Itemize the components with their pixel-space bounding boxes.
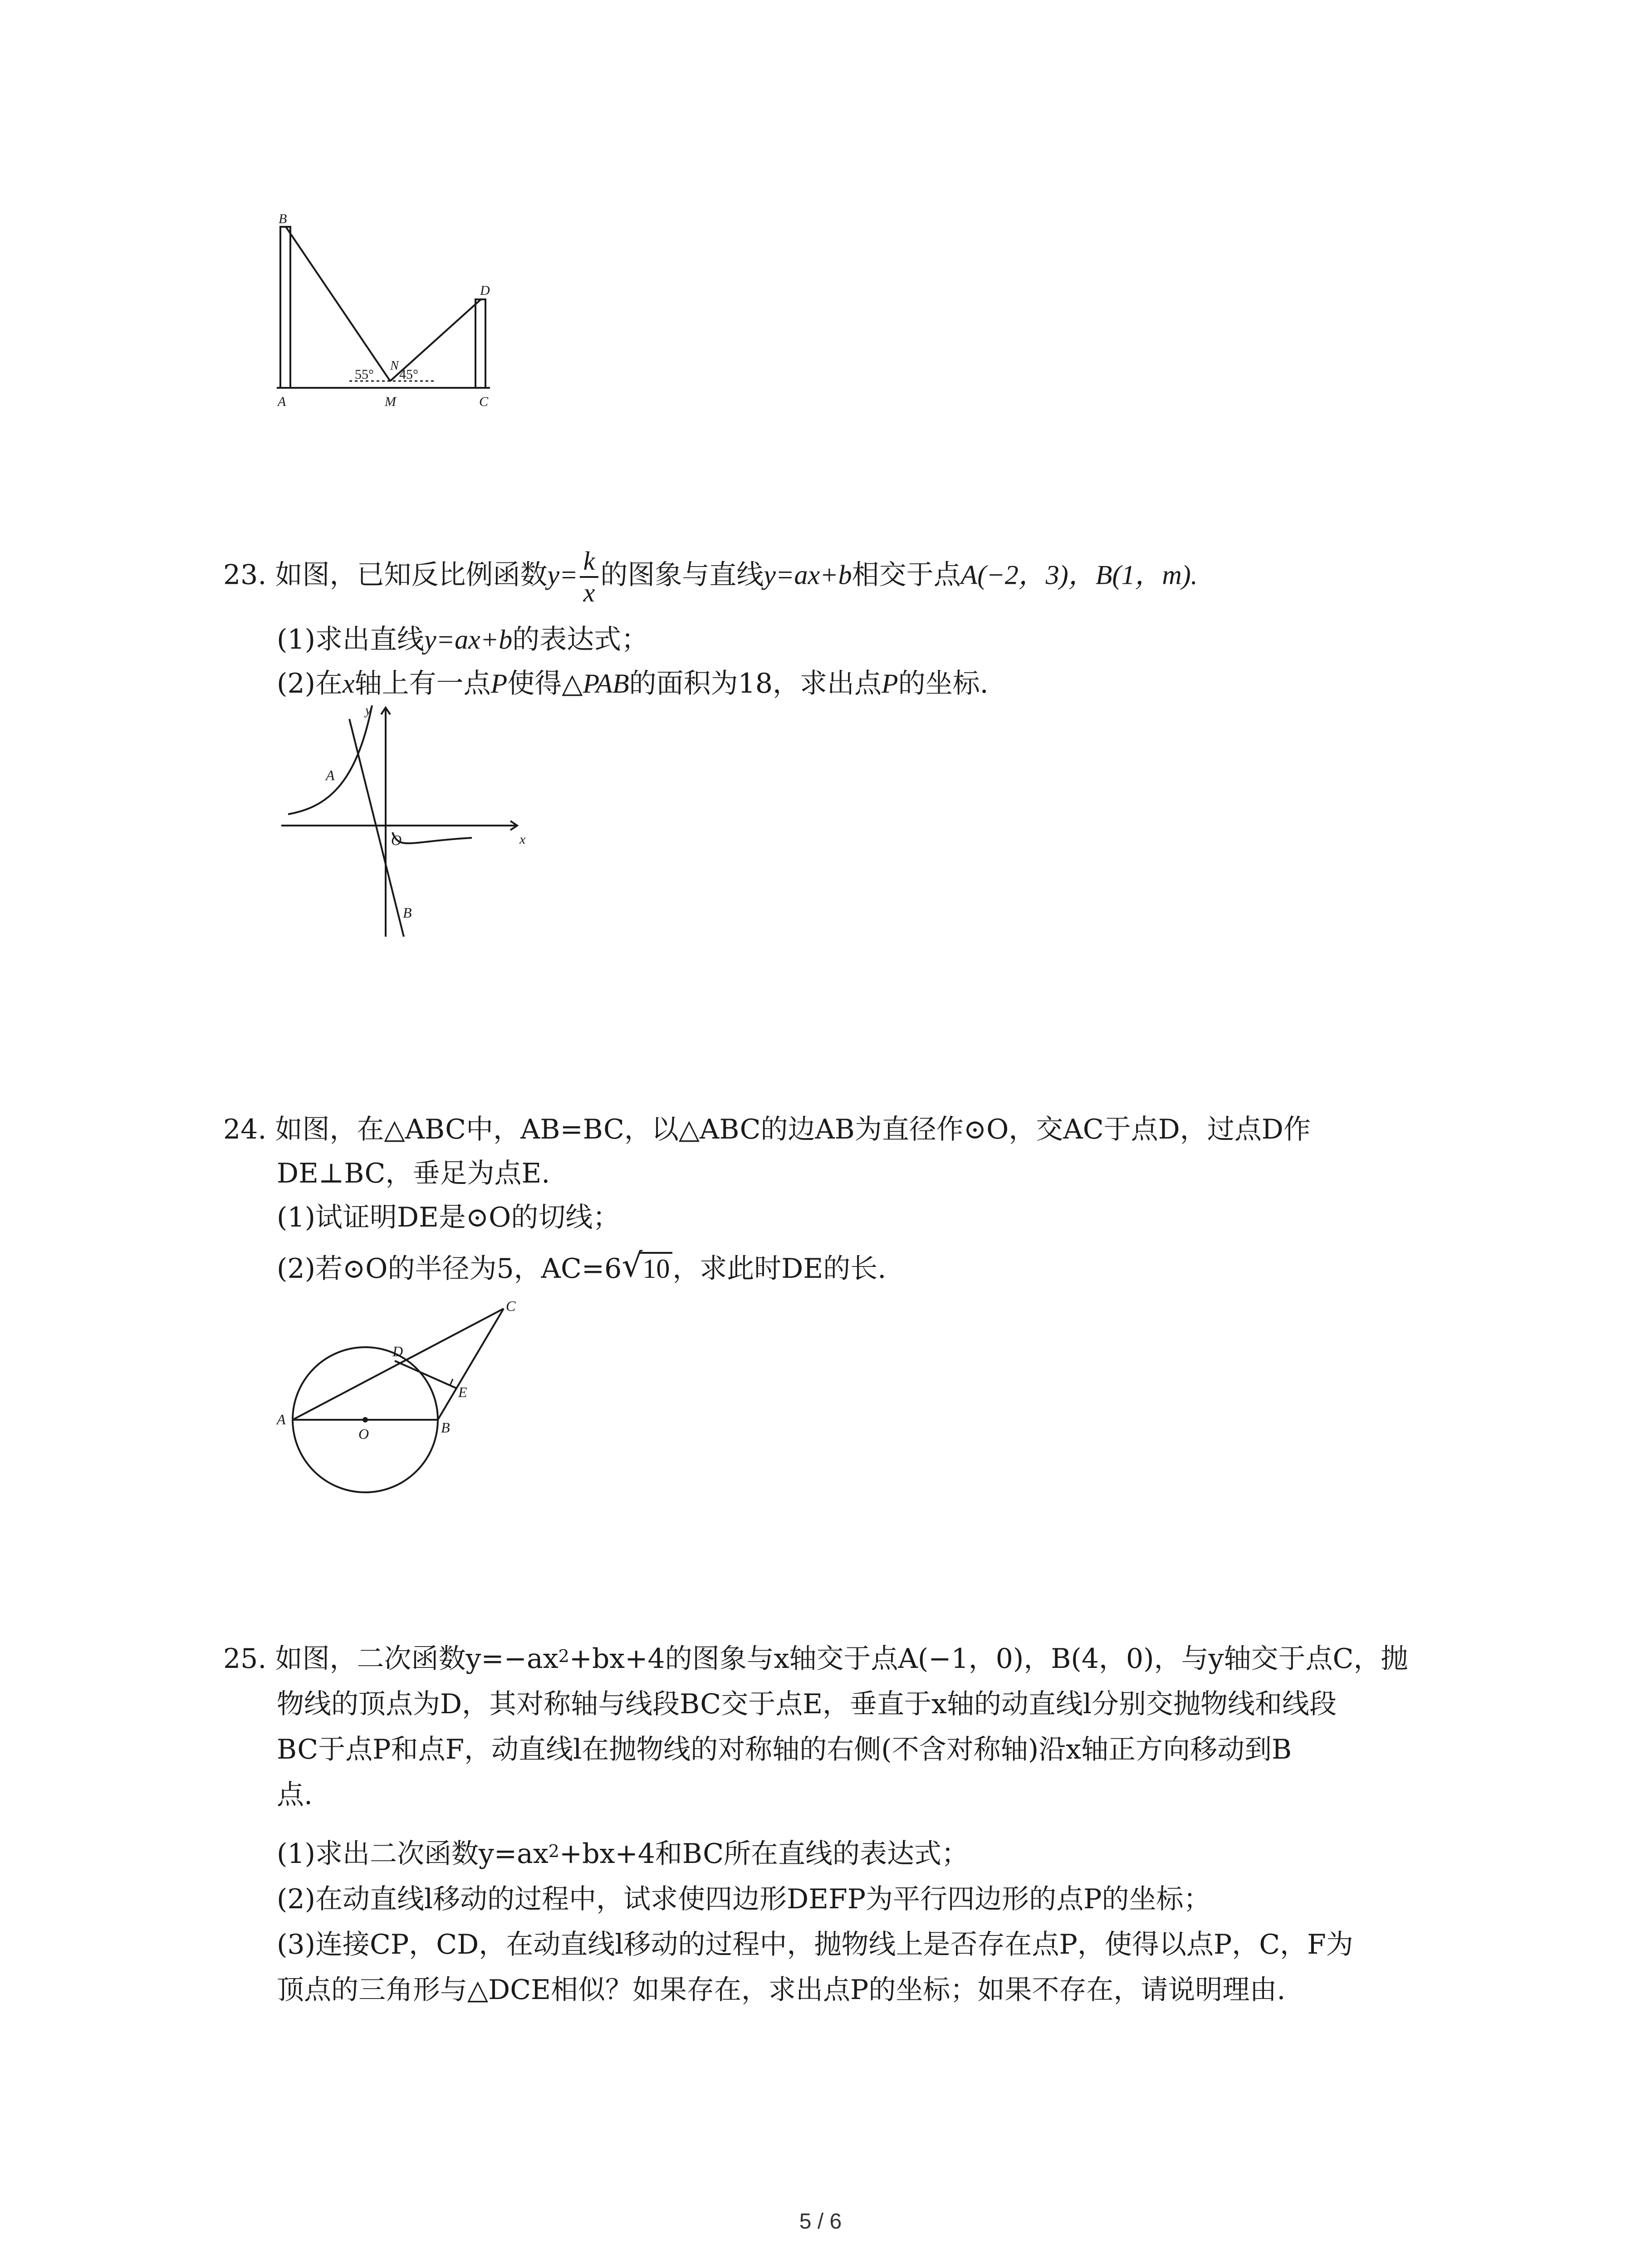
label-N: N — [390, 359, 399, 373]
label-E: E — [458, 1384, 467, 1400]
q23-part1: (1)求出直线y=ax+b的表达式； — [277, 624, 649, 655]
sqrt-10: √ 10 — [622, 1250, 672, 1288]
q25-line2: 物线的顶点为D，其对称轴与线段BC交于点E，垂直于x轴的动直线l分别交抛物线和线段 — [277, 1688, 1337, 1720]
figure-q23-graph — [272, 701, 535, 955]
angle-45: 45° — [399, 367, 418, 382]
q24-line2: DE⊥BC，垂足为点E. — [277, 1158, 550, 1189]
label-D: D — [480, 283, 490, 298]
axis-y-label: y — [365, 703, 372, 718]
page-number: 5 / 6 — [799, 2209, 842, 2234]
q25-line3: BC于点P和点F，动直线l在抛物线的对称轴的右侧(不含对称轴)沿x轴正方向移动到B — [277, 1734, 1292, 1765]
figure-q22-buildings — [254, 200, 535, 413]
q24-part1: (1)试证明DE是⊙O的切线； — [277, 1202, 620, 1233]
label-C: C — [506, 1298, 516, 1314]
figure-q24-circle — [272, 1288, 554, 1506]
q23-line1: 23. 如图，已知反比例函数y= $\frac{k}{x}$ 的图象与直线y=ax+b相交于点A(−2，3)，B(1，m). — [223, 546, 1198, 607]
q23-part2: (2)在x轴上有一点P使得△PAB的面积为18，求出点P的坐标. — [277, 668, 989, 699]
angle-55: 55° — [355, 367, 374, 382]
origin-label: O — [391, 832, 402, 848]
q23-fraction: $\frac{k}{x}$ — [580, 548, 599, 606]
q23-number: 23. — [223, 559, 267, 591]
label-A: A — [277, 1411, 286, 1427]
q25-part3a: (3)连接CP，CD，在动直线l移动的过程中，抛物线上是否存在点P，使得以点P，C，F为 — [277, 1929, 1353, 1960]
q24-part2: (2)若⊙O的半径为5，AC=6 √ 10 ，求此时DE的长. — [277, 1250, 886, 1288]
label-B: B — [279, 211, 287, 226]
label-M: M — [385, 394, 396, 409]
q25-part3b: 顶点的三角形与△DCE相似？如果存在，求出点P的坐标；如果不存在，请说明理由. — [277, 1974, 1286, 2006]
q25-line4: 点. — [277, 1779, 313, 1811]
axis-x-label: x — [519, 832, 526, 847]
q25-part2: (2)在动直线l移动的过程中，试求使四边形DEFP为平行四边形的点P的坐标； — [277, 1883, 1211, 1915]
q25-line1: 25. 如图，二次函数$y=-ax^2+bx+4$的图象与x轴交于点A(−1，0)，B(4，0)，与y轴交于点C，抛 — [223, 1643, 1408, 1675]
label-A: A — [278, 394, 286, 409]
label-O: O — [358, 1426, 369, 1442]
label-C: C — [479, 394, 489, 409]
point-A-label: A — [326, 767, 335, 783]
q24-line1: 24. 如图，在△ABC中，AB=BC，以△ABC的边AB为直径作⊙O，交AC于点D，过点D作 — [223, 1114, 1311, 1145]
point-B-label: B — [403, 904, 412, 921]
q25-part1: (1)求出二次函数$y=ax^2+bx+4$和BC所在直线的表达式； — [277, 1838, 969, 1870]
label-B: B — [441, 1419, 450, 1436]
label-D: D — [392, 1343, 403, 1359]
